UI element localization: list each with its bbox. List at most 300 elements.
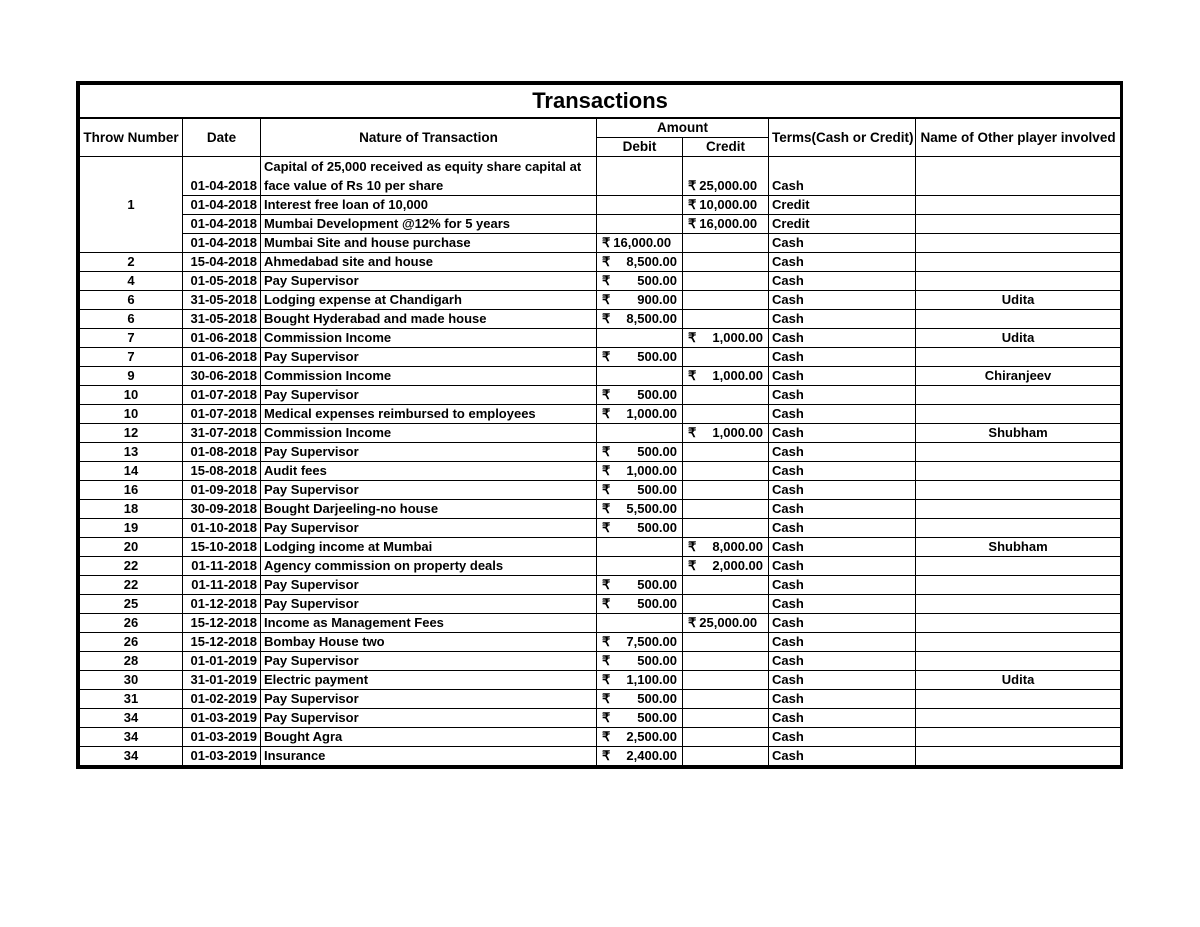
credit-value: 1,000.00 [712, 368, 763, 383]
cell-nature: Pay Supervisor [261, 443, 597, 462]
table-row [80, 386, 1121, 405]
cell-credit [683, 234, 769, 253]
cell-terms: Cash [769, 462, 916, 481]
credit-value: 25,000.00 [699, 615, 758, 630]
cell-player [916, 386, 1121, 405]
debit-value: 500.00 [637, 596, 677, 611]
cell-terms: Cash [769, 709, 916, 728]
cell-credit [683, 652, 769, 671]
cell-player [916, 519, 1121, 538]
debit-value: 500.00 [637, 349, 677, 364]
cell-credit [683, 690, 769, 709]
debit-amount [600, 348, 679, 366]
cell-player: Shubham [916, 538, 1121, 557]
cell-debit [597, 215, 683, 234]
table-row [80, 728, 1121, 747]
rupee-icon: ₹ [602, 349, 611, 364]
credit-amount [686, 557, 765, 575]
table-row [80, 234, 1121, 253]
debit-amount [600, 671, 679, 689]
cell-player [916, 348, 1121, 367]
cell-player [916, 272, 1121, 291]
rupee-icon: ₹ [602, 292, 611, 307]
header-terms: Terms(Cash or Credit) [769, 118, 916, 157]
cell-throw-number: 13 [80, 443, 183, 462]
rupee-icon: ₹ [602, 273, 611, 288]
table-row [80, 196, 1121, 215]
cell-debit [597, 310, 683, 329]
debit-amount [600, 443, 679, 461]
cell-date: 31-07-2018 [183, 424, 261, 443]
rupee-icon: ₹ [688, 216, 697, 231]
cell-throw-number: 22 [80, 576, 183, 595]
cell-nature: Mumbai Site and house purchase [261, 234, 597, 253]
header-debit: Debit [597, 138, 683, 157]
cell-throw-number: 10 [80, 386, 183, 405]
transactions-sheet [76, 81, 1123, 769]
cell-debit [597, 424, 683, 443]
cell-player [916, 215, 1121, 234]
cell-player [916, 747, 1121, 766]
rupee-icon: ₹ [688, 425, 697, 440]
cell-throw-number: 25 [80, 595, 183, 614]
header-date: Date [183, 118, 261, 157]
table-row [80, 424, 1121, 443]
cell-debit [597, 633, 683, 652]
rupee-icon: ₹ [688, 197, 697, 212]
cell-nature: Pay Supervisor [261, 576, 597, 595]
table-row [80, 557, 1121, 576]
cell-date: 01-06-2018 [183, 329, 261, 348]
cell-throw-number: 31 [80, 690, 183, 709]
cell-debit [597, 405, 683, 424]
cell-terms: Cash [769, 272, 916, 291]
cell-terms: Cash [769, 538, 916, 557]
cell-player: Shubham [916, 424, 1121, 443]
cell-credit [683, 709, 769, 728]
cell-date: 01-10-2018 [183, 519, 261, 538]
debit-amount [600, 576, 679, 594]
table-row [80, 709, 1121, 728]
table-row [80, 215, 1121, 234]
table-row [80, 405, 1121, 424]
rupee-icon: ₹ [602, 596, 611, 611]
cell-credit [683, 157, 769, 196]
cell-date: 01-07-2018 [183, 386, 261, 405]
header-amount: Amount [597, 118, 769, 138]
rupee-icon: ₹ [688, 178, 697, 193]
cell-credit [683, 595, 769, 614]
cell-date: 01-11-2018 [183, 557, 261, 576]
cell-credit [683, 386, 769, 405]
debit-value: 500.00 [637, 444, 677, 459]
table-row [80, 652, 1121, 671]
cell-player [916, 576, 1121, 595]
cell-terms: Cash [769, 157, 916, 196]
cell-nature: Commission Income [261, 329, 597, 348]
cell-credit [683, 196, 769, 215]
cell-nature: Pay Supervisor [261, 652, 597, 671]
debit-amount [600, 272, 679, 290]
cell-throw-number: 12 [80, 424, 183, 443]
cell-terms: Cash [769, 652, 916, 671]
cell-player [916, 500, 1121, 519]
debit-value: 1,100.00 [626, 672, 677, 687]
cell-date: 01-08-2018 [183, 443, 261, 462]
rupee-icon: ₹ [688, 368, 697, 383]
rupee-icon: ₹ [688, 539, 697, 554]
cell-debit [597, 329, 683, 348]
cell-terms: Cash [769, 348, 916, 367]
cell-credit [683, 253, 769, 272]
table-row [80, 576, 1121, 595]
cell-debit [597, 272, 683, 291]
cell-nature: Pay Supervisor [261, 690, 597, 709]
table-row [80, 633, 1121, 652]
cell-date: 31-05-2018 [183, 291, 261, 310]
cell-date: 15-10-2018 [183, 538, 261, 557]
cell-throw-number: 4 [80, 272, 183, 291]
cell-terms: Cash [769, 310, 916, 329]
credit-value: 1,000.00 [712, 330, 763, 345]
cell-nature: Commission Income [261, 367, 597, 386]
table-row [80, 500, 1121, 519]
cell-debit [597, 519, 683, 538]
rupee-icon: ₹ [602, 653, 611, 668]
cell-credit [683, 728, 769, 747]
cell-nature: Pay Supervisor [261, 709, 597, 728]
credit-amount [686, 424, 765, 442]
cell-debit [597, 348, 683, 367]
cell-throw-number: 26 [80, 614, 183, 633]
cell-player [916, 652, 1121, 671]
cell-debit [597, 291, 683, 310]
debit-value: 500.00 [637, 387, 677, 402]
credit-amount [686, 196, 765, 214]
rupee-icon: ₹ [602, 444, 611, 459]
cell-date: 01-01-2019 [183, 652, 261, 671]
table-row [80, 690, 1121, 709]
cell-terms: Cash [769, 424, 916, 443]
cell-debit [597, 157, 683, 196]
cell-throw-number: 30 [80, 671, 183, 690]
table-row [80, 671, 1121, 690]
table-row [80, 595, 1121, 614]
cell-player [916, 405, 1121, 424]
cell-debit [597, 728, 683, 747]
cell-date: 01-05-2018 [183, 272, 261, 291]
cell-throw-number: 34 [80, 728, 183, 747]
cell-player [916, 443, 1121, 462]
cell-debit [597, 557, 683, 576]
cell-throw-number: 34 [80, 709, 183, 728]
credit-amount [686, 215, 765, 233]
cell-player: Chiranjeev [916, 367, 1121, 386]
cell-credit [683, 747, 769, 766]
cell-debit [597, 462, 683, 481]
rupee-icon: ₹ [602, 729, 611, 744]
debit-amount [600, 652, 679, 670]
cell-player [916, 709, 1121, 728]
cell-throw-number: 1 [80, 157, 183, 253]
cell-credit [683, 481, 769, 500]
debit-value: 500.00 [637, 691, 677, 706]
cell-date: 01-12-2018 [183, 595, 261, 614]
debit-value: 2,500.00 [626, 729, 677, 744]
cell-nature: Pay Supervisor [261, 481, 597, 500]
cell-credit [683, 348, 769, 367]
rupee-icon: ₹ [602, 501, 611, 516]
cell-credit [683, 633, 769, 652]
cell-debit [597, 595, 683, 614]
rupee-icon: ₹ [602, 254, 611, 269]
cell-player [916, 234, 1121, 253]
debit-value: 500.00 [637, 520, 677, 535]
rupee-icon: ₹ [602, 387, 611, 402]
rupee-icon: ₹ [602, 406, 611, 421]
debit-value: 8,500.00 [626, 254, 677, 269]
cell-debit [597, 652, 683, 671]
credit-amount [686, 614, 765, 632]
cell-credit [683, 329, 769, 348]
cell-credit [683, 215, 769, 234]
rupee-icon: ₹ [602, 482, 611, 497]
cell-player [916, 462, 1121, 481]
cell-nature: Bought Darjeeling-no house [261, 500, 597, 519]
cell-credit [683, 576, 769, 595]
table-row [80, 157, 1121, 196]
cell-player [916, 728, 1121, 747]
cell-debit [597, 253, 683, 272]
credit-amount [686, 177, 765, 195]
header-player: Name of Other player involved [916, 118, 1121, 157]
cell-player [916, 157, 1121, 196]
credit-amount [686, 538, 765, 556]
cell-date: 15-12-2018 [183, 614, 261, 633]
debit-amount [600, 595, 679, 613]
cell-date: 01-03-2019 [183, 709, 261, 728]
cell-nature: Bombay House two [261, 633, 597, 652]
table-row [80, 310, 1121, 329]
rupee-icon: ₹ [602, 520, 611, 535]
cell-credit [683, 500, 769, 519]
cell-nature: Pay Supervisor [261, 595, 597, 614]
debit-value: 1,000.00 [626, 463, 677, 478]
credit-value: 25,000.00 [699, 178, 758, 193]
table-title: Transactions [80, 85, 1121, 119]
cell-date: 31-01-2019 [183, 671, 261, 690]
cell-throw-number: 22 [80, 557, 183, 576]
table-row [80, 348, 1121, 367]
cell-terms: Cash [769, 405, 916, 424]
cell-debit [597, 443, 683, 462]
rupee-icon: ₹ [602, 577, 611, 592]
debit-amount [600, 291, 679, 309]
cell-debit [597, 614, 683, 633]
credit-value: 8,000.00 [712, 539, 763, 554]
rupee-icon: ₹ [602, 748, 611, 763]
cell-debit [597, 538, 683, 557]
table-row [80, 462, 1121, 481]
cell-player [916, 614, 1121, 633]
debit-value: 1,000.00 [626, 406, 677, 421]
debit-value: 2,400.00 [626, 748, 677, 763]
cell-debit [597, 386, 683, 405]
cell-terms: Cash [769, 557, 916, 576]
cell-terms: Cash [769, 386, 916, 405]
cell-throw-number: 20 [80, 538, 183, 557]
rupee-icon: ₹ [602, 634, 611, 649]
cell-date: 01-09-2018 [183, 481, 261, 500]
cell-player [916, 481, 1121, 500]
debit-amount [600, 519, 679, 537]
debit-value: 500.00 [637, 482, 677, 497]
cell-player: Udita [916, 291, 1121, 310]
cell-nature: Ahmedabad site and house [261, 253, 597, 272]
cell-player [916, 196, 1121, 215]
cell-debit [597, 367, 683, 386]
credit-amount [686, 329, 765, 347]
cell-throw-number: 9 [80, 367, 183, 386]
credit-value: 16,000.00 [699, 216, 758, 231]
cell-nature: Insurance [261, 747, 597, 766]
cell-terms: Cash [769, 633, 916, 652]
cell-nature: Agency commission on property deals [261, 557, 597, 576]
cell-throw-number: 10 [80, 405, 183, 424]
cell-credit [683, 310, 769, 329]
cell-date: 01-11-2018 [183, 576, 261, 595]
cell-nature: Pay Supervisor [261, 348, 597, 367]
cell-terms: Cash [769, 367, 916, 386]
debit-amount [600, 253, 679, 271]
cell-debit [597, 576, 683, 595]
header-nature: Nature of Transaction [261, 118, 597, 157]
cell-player [916, 690, 1121, 709]
cell-credit [683, 424, 769, 443]
rupee-icon: ₹ [602, 691, 611, 706]
cell-nature: Lodging income at Mumbai [261, 538, 597, 557]
cell-credit [683, 557, 769, 576]
rupee-icon: ₹ [602, 710, 611, 725]
debit-amount [600, 633, 679, 651]
debit-value: 500.00 [637, 273, 677, 288]
cell-throw-number: 6 [80, 291, 183, 310]
rupee-icon: ₹ [602, 311, 611, 326]
cell-debit [597, 690, 683, 709]
cell-terms: Cash [769, 614, 916, 633]
cell-date: 01-03-2019 [183, 747, 261, 766]
cell-credit [683, 538, 769, 557]
cell-credit [683, 671, 769, 690]
cell-debit [597, 500, 683, 519]
debit-amount [600, 690, 679, 708]
cell-credit [683, 462, 769, 481]
table-row [80, 253, 1121, 272]
cell-throw-number: 26 [80, 633, 183, 652]
debit-amount [600, 500, 679, 518]
cell-credit [683, 443, 769, 462]
rupee-icon: ₹ [688, 330, 697, 345]
debit-amount [600, 709, 679, 727]
debit-value: 500.00 [637, 577, 677, 592]
cell-throw-number: 7 [80, 348, 183, 367]
cell-throw-number: 28 [80, 652, 183, 671]
cell-nature: Audit fees [261, 462, 597, 481]
cell-throw-number: 18 [80, 500, 183, 519]
cell-nature: Medical expenses reimbursed to employees [261, 405, 597, 424]
cell-throw-number: 34 [80, 747, 183, 766]
cell-throw-number: 19 [80, 519, 183, 538]
cell-debit [597, 481, 683, 500]
cell-terms: Cash [769, 329, 916, 348]
cell-date: 01-06-2018 [183, 348, 261, 367]
cell-nature: Capital of 25,000 received as equity share capital at face value of Rs 10 per share [261, 157, 597, 196]
cell-date: 15-08-2018 [183, 462, 261, 481]
debit-value: 500.00 [637, 653, 677, 668]
cell-terms: Cash [769, 253, 916, 272]
rupee-icon: ₹ [688, 558, 697, 573]
transactions-table [79, 84, 1121, 766]
debit-value: 16,000.00 [613, 235, 672, 250]
debit-amount [600, 728, 679, 746]
cell-terms: Cash [769, 291, 916, 310]
cell-credit [683, 291, 769, 310]
cell-debit [597, 234, 683, 253]
cell-debit [597, 747, 683, 766]
cell-player [916, 253, 1121, 272]
cell-throw-number: 2 [80, 253, 183, 272]
cell-throw-number: 14 [80, 462, 183, 481]
cell-debit [597, 709, 683, 728]
debit-amount [600, 481, 679, 499]
cell-date: 30-06-2018 [183, 367, 261, 386]
cell-terms: Cash [769, 481, 916, 500]
cell-date: 30-09-2018 [183, 500, 261, 519]
cell-nature: Pay Supervisor [261, 272, 597, 291]
table-row [80, 272, 1121, 291]
cell-terms: Cash [769, 234, 916, 253]
cell-credit [683, 272, 769, 291]
cell-terms: Cash [769, 519, 916, 538]
header-throw-number: Throw Number [80, 118, 183, 157]
cell-player [916, 633, 1121, 652]
cell-date: 01-04-2018 [183, 196, 261, 215]
cell-player [916, 557, 1121, 576]
table-row [80, 291, 1121, 310]
rupee-icon: ₹ [602, 235, 611, 250]
cell-credit [683, 614, 769, 633]
cell-nature: Lodging expense at Chandigarh [261, 291, 597, 310]
cell-player: Udita [916, 671, 1121, 690]
credit-value: 10,000.00 [699, 197, 758, 212]
cell-credit [683, 519, 769, 538]
cell-player [916, 310, 1121, 329]
table-row [80, 538, 1121, 557]
cell-date: 01-04-2018 [183, 157, 261, 196]
cell-nature: Interest free loan of 10,000 [261, 196, 597, 215]
table-row [80, 747, 1121, 766]
cell-player [916, 595, 1121, 614]
debit-amount [600, 462, 679, 480]
cell-player: Udita [916, 329, 1121, 348]
cell-terms: Cash [769, 595, 916, 614]
cell-terms: Cash [769, 671, 916, 690]
cell-terms: Cash [769, 576, 916, 595]
debit-amount [600, 405, 679, 423]
debit-value: 8,500.00 [626, 311, 677, 326]
cell-nature: Income as Management Fees [261, 614, 597, 633]
cell-debit [597, 671, 683, 690]
